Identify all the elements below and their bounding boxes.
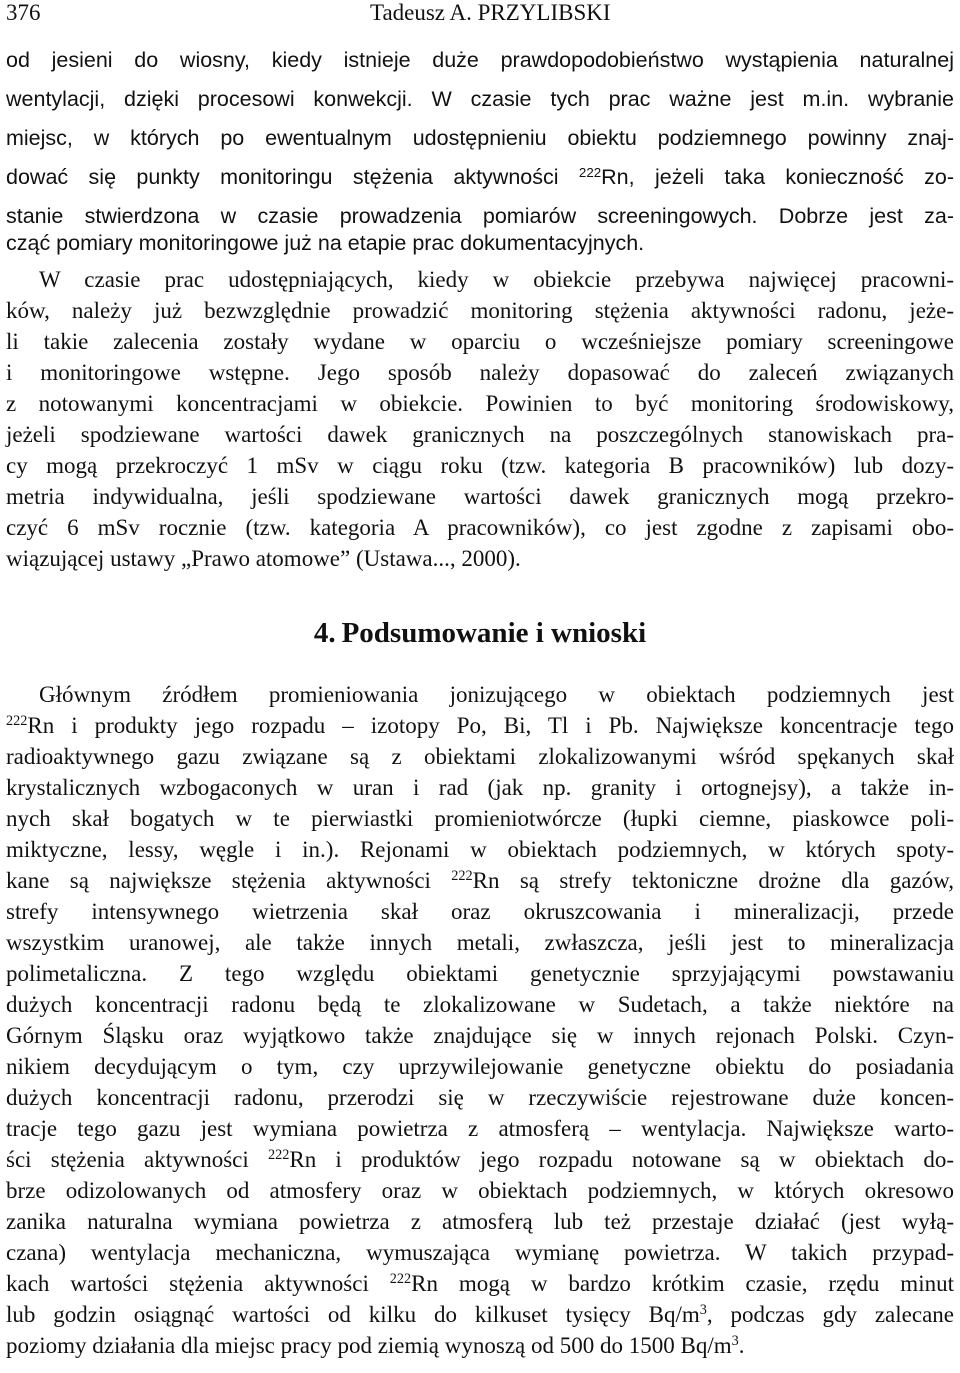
page-number: 376 [6, 0, 41, 25]
text-line: kach wartości stężenia aktywności $^{222}$Rn mogą w bardzo krótkim czasie, rzędu minut [6, 1271, 954, 1296]
text-line: brze odizolowanych od atmosfery oraz w obiektach podziemnych, w których okresowo [6, 1178, 954, 1203]
text-line: wiązującej ustawy „Prawo atomowe” (Ustawa..., 2000). [6, 546, 521, 571]
superscript: 3 [699, 1302, 707, 1319]
text-line: czana) wentylacja mechaniczna, wymuszająca wymianę powietrza. W takich przypad- [6, 1240, 954, 1265]
text-line: li takie zalecenia zostały wydane w oparciu o wcześniejsze pomiary screeningowe [6, 329, 954, 354]
text-line: metria indywidualna, jeśli spodziewane wartości dawek granicznych mogą przekro- [6, 484, 954, 509]
text-line: polimetaliczna. Z tego względu obiektami genetycznie sprzyjającymi powstawaniu [6, 961, 954, 986]
text-line: radioaktywnego gazu związane są z obiektami zlokalizowanymi wśród spękanych skał [6, 744, 954, 769]
text-line: nych skał bogatych w te pierwiastki promieniotwórcze (łupki ciemne, piaskowce poli- [6, 806, 954, 831]
text-line: cy mogą przekroczyć 1 mSv w ciągu roku (tzw. kategoria B pracowników) lub dozy- [6, 453, 954, 478]
section-title: Podsumowanie i wnioski [341, 617, 647, 649]
text-line: zanika naturalna wymiana powietrza z atmosferą lub też przestaje działać (jest wyłą- [6, 1209, 954, 1234]
text-line: krystalicznych wzbogaconych w uran i rad (jak np. granity i ortognejsy), a także in- [6, 775, 954, 800]
text-line: stanie stwierdzona w czasie prowadzenia pomiarów screeningowych. Dobrze jest za- [6, 204, 954, 228]
text-line: miejsc, w których po ewentualnym udostępnieniu obiektu podziemnego powinny znaj- [6, 126, 954, 150]
text-line: czyć 6 mSv rocznie (tzw. kategoria A pracowników), co jest zgodne z zapisami obo- [6, 515, 954, 540]
section-heading [0, 616, 960, 650]
text-line: strefy intensywnego wietrzenia skał oraz okruszcowania i mineralizacji, przede [6, 899, 954, 924]
text-line: $^{222}$Rn i produkty jego rozpadu – izotopy Po, Bi, Tl i Pb. Największe koncentracje tego [6, 713, 954, 738]
text-line: dużych koncentracji radonu będą te zlokalizowane w Sudetach, a także niektóre na [6, 992, 954, 1017]
page-header [6, 0, 954, 30]
superscript: 222 [451, 868, 473, 885]
text-line: lub godzin osiągnąć wartości od kilku do kilkuset tysięcy $Bq/m^3$, podczas gdy zalecane [6, 1302, 954, 1327]
superscript: 222 [389, 1271, 412, 1288]
superscript: 222 [6, 713, 28, 730]
text-line: nikiem decydującym o tym, czy uprzywilejowanie genetyczne obiektu do posiadania [6, 1054, 954, 1079]
text-line: ści stężenia aktywności $^{222}$Rn i produktów jego rozpadu notowane są w obiektach do- [6, 1147, 954, 1172]
isotope-superscript: 222 [578, 164, 602, 180]
text-line: cząć pomiary monitoringowe już na etapie prac dokumentacyjnych. [6, 231, 645, 255]
text-line: kane są największe stężenia aktywności $^{222}$Rn są strefy tektoniczne drożne dla gazów, [6, 868, 954, 893]
text-line: tracje tego gazu jest wymiana powietrza z atmosferą – wentylacja. Największe warto- [6, 1116, 954, 1141]
superscript: 3 [731, 1333, 739, 1350]
text-line: jeżeli spodziewane wartości dawek granicznych na poszczególnych stanowiskach pra- [6, 422, 954, 447]
text-line: dużych koncentracji radonu, przerodzi się w rzeczywiście rejestrowane duże koncen- [6, 1085, 954, 1110]
text-line: poziomy działania dla miejsc pracy pod ziemią wynoszą od 500 do 1500 $Bq/m^3$. [6, 1333, 745, 1358]
running-author: Tadeusz A. PRZYLIBSKI [370, 0, 611, 25]
text-line: wentylacji, dzięki procesowi konwekcji. W czasie tych prac ważne jest m.in. wybranie [6, 87, 954, 111]
text-line: Głównym źródłem promieniowania jonizującego w obiektach podziemnych jest [39, 682, 954, 707]
text-line: od jesieni do wiosny, kiedy istnieje duże prawdopodobieństwo wystąpienia naturalnej [6, 48, 954, 72]
superscript: 222 [267, 1147, 290, 1164]
text-line: Górnym Śląsku oraz wyjątkowo także znajdujące się w innych rejonach Polski. Czyn- [6, 1023, 954, 1048]
text-line: i monitoringowe wstępne. Jego sposób należy dopasować do zaleceń związanych [6, 360, 954, 385]
text-line: dować się punkty monitoringu stężenia aktywności $^{222}$Rn, jeżeli taka konieczność zo- [6, 164, 954, 189]
text-line: z notowanymi koncentracjami w obiekcie. Powinien to być monitoring środowiskowy, [6, 391, 954, 416]
section-number: 4. [313, 617, 336, 649]
text-line: ków, należy już bezwzględnie prowadzić monitoring stężenia aktywności radonu, jeże- [6, 298, 954, 323]
text-line: miktyczne, lessy, węgle i in.). Rejonami w obiektach podziemnych, w których spoty- [6, 837, 954, 862]
text-line: wszystkim uranowej, ale także innych metali, zwłaszcza, jeśli jest to mineralizacja [6, 930, 954, 955]
text-line: W czasie prac udostępniających, kiedy w obiekcie przebywa najwięcej pracowni- [39, 267, 954, 292]
